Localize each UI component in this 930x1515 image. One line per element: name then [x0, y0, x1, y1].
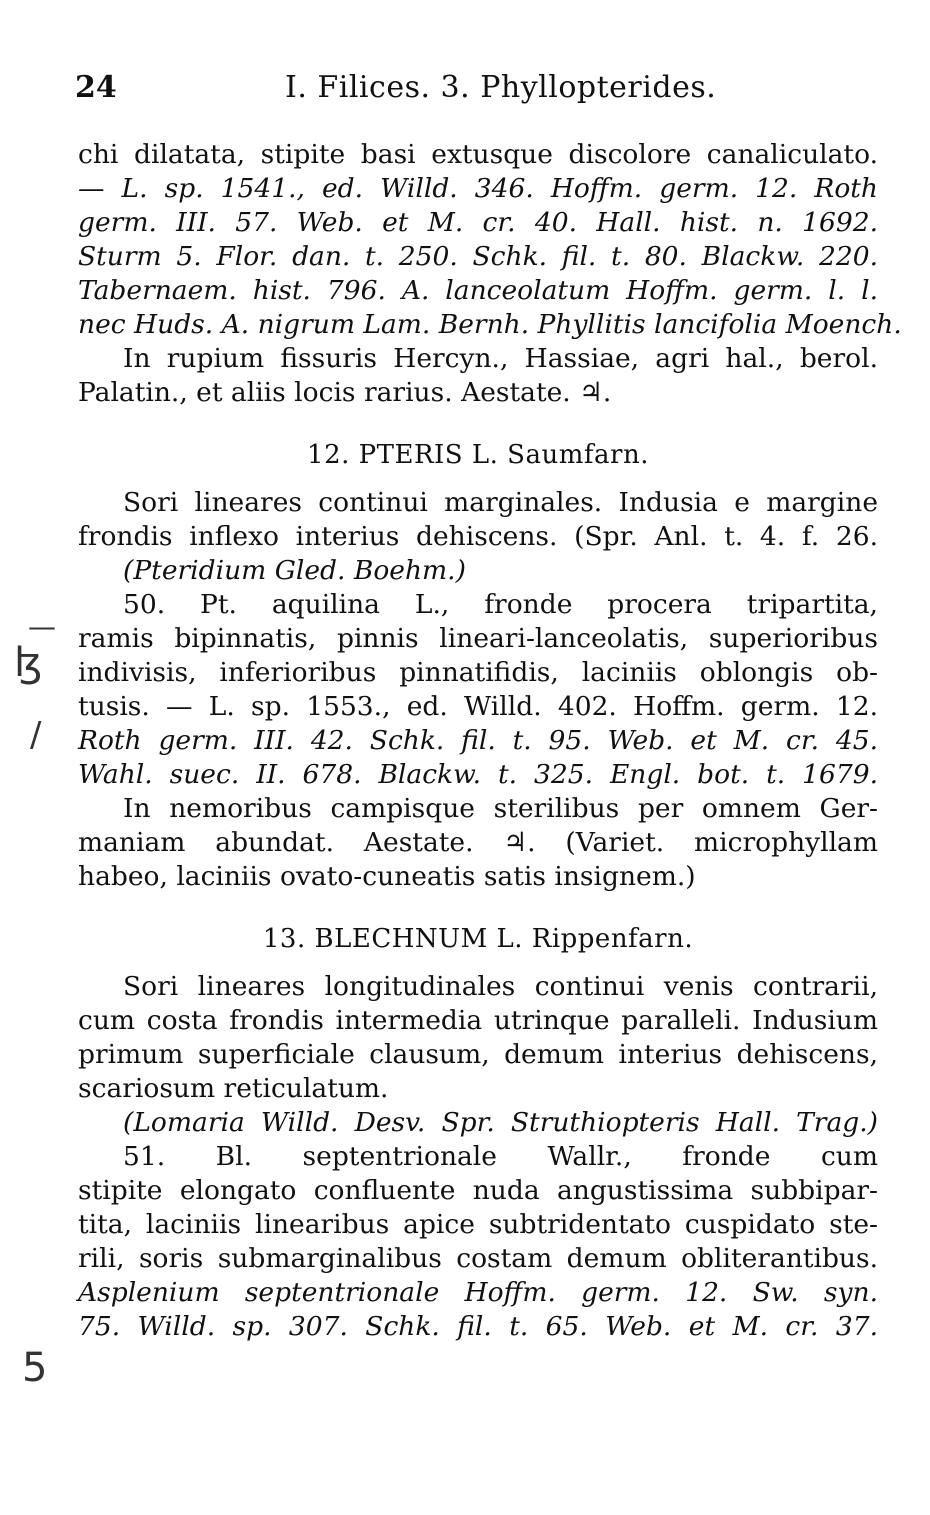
text-line: In rupium fissuris Hercyn., Hassiae, agri hal., berol. — [123, 343, 878, 374]
text-line: tita, laciniis linearibus apice subtridentato cuspidato ste- — [78, 1209, 878, 1240]
page-header — [75, 70, 875, 110]
text-line: ramis bipinnatis, pinnis lineari-lanceolatis, superioribus — [78, 623, 878, 654]
text-line: maniam abundat. Aestate. ♃. (Variet. microphyllam — [78, 827, 878, 858]
text-line: indivisis, inferioribus pinnatifidis, laciniis oblongis ob- — [78, 657, 878, 688]
genus-heading-pteris: 12. PTERIS L. Saumfarn. — [307, 440, 649, 470]
running-title: I. Filices. 3. Phyllopterides. — [285, 70, 717, 105]
text-line: rili, soris submarginalibus costam demum obliterantibus. — [78, 1243, 878, 1274]
text-line: Roth germ. III. 42. Schk. fil. t. 95. Web. et M. cr. 45. — [78, 725, 878, 756]
text-line: germ. III. 57. Web. et M. cr. 40. Hall. hist. n. 1692. — [78, 207, 878, 238]
page-number: 24 — [75, 70, 117, 105]
text-line: cum costa frondis intermedia utrinque paralleli. Indusium — [78, 1005, 878, 1036]
text-line: chi dilatata, stipite basi extusque discolore canaliculato. — [78, 139, 878, 170]
text-line: Asplenium septentrionale Hoffm. germ. 12. Sw. syn. — [78, 1277, 878, 1308]
text-line: (Lomaria Willd. Desv. Spr. Struthiopteris Hall. Trag.) — [123, 1107, 878, 1138]
species-heading-septentrionale: 51. Bl. septentrionale Wallr., fronde cum — [123, 1141, 878, 1172]
text-line: Sori lineares longitudinales continui venis contrarii, — [123, 971, 878, 1002]
margin-mark: 5 — [22, 1345, 48, 1391]
text-line: stipite elongato confluente nuda angustissima subbipar- — [78, 1175, 878, 1206]
text-line: (Pteridium Gled. Boehm.) — [123, 555, 466, 586]
text-line: frondis inflexo interius dehiscens. (Spr. Anl. t. 4. f. 26. — [78, 521, 878, 552]
margin-mark: ɮ — [14, 640, 43, 686]
main-text — [78, 138, 902, 1344]
text-line: tusis. — L. sp. 1553., ed. Willd. 402. Hoffm. germ. 12. — [78, 691, 878, 722]
text-line: primum superficiale clausum, demum interius dehiscens, — [78, 1039, 878, 1070]
text-line: Tabernaem. hist. 796. A. lanceolatum Hoffm. germ. l. l. — [78, 275, 878, 306]
text-line: Sori lineares continui marginales. Indusia e margine — [123, 487, 878, 518]
text-line: habeo, laciniis ovato-cuneatis satis insignem.) — [78, 861, 696, 892]
text-line: nec Huds. A. nigrum Lam. Bernh. Phyllitis lancifolia Moench. — [78, 309, 902, 340]
margin-mark: — — [28, 610, 56, 643]
text-line: scariosum reticulatum. — [78, 1073, 389, 1104]
text-line: In nemoribus campisque sterilibus per omnem Ger- — [123, 793, 878, 824]
species-heading-aquilina: 50. Pt. aquilina L., fronde procera tripartita, — [123, 589, 878, 620]
margin-mark: / — [30, 715, 42, 755]
text-line: Wahl. suec. II. 678. Blackw. t. 325. Engl. bot. t. 1679. — [78, 759, 878, 790]
text-line: — L. sp. 1541., ed. Willd. 346. Hoffm. germ. 12. Roth — [78, 173, 878, 204]
genus-heading-blechnum: 13. BLECHNUM L. Rippenfarn. — [262, 924, 694, 954]
text-line: 75. Willd. sp. 307. Schk. fil. t. 65. Web. et M. cr. 37. — [78, 1311, 878, 1342]
text-line: Palatin., et aliis locis rarius. Aestate. ♃. — [78, 377, 612, 408]
text-line: Sturm 5. Flor. dan. t. 250. Schk. fil. t. 80. Blackw. 220. — [78, 241, 878, 272]
